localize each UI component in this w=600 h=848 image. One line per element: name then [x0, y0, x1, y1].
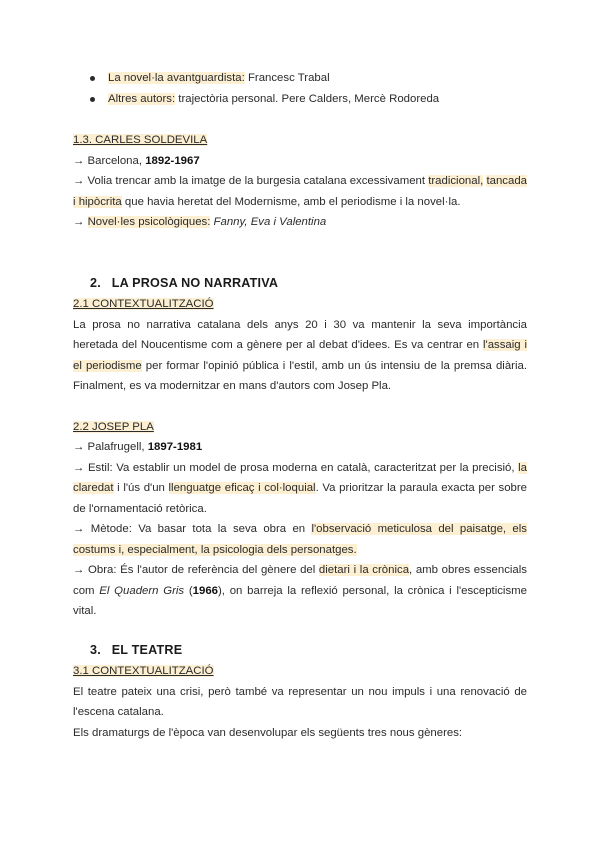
highlight: l'observació meticulosa del paisatge, els costums i, especialment, la psicologia dels personatges.	[73, 523, 527, 556]
paragraph	[73, 315, 527, 397]
paragraph-text: → Estil: Va establir un model de prosa moderna en català, caracteritzat per la precisió,	[73, 461, 519, 474]
works-list: Fanny, Eva i Valentina	[210, 216, 327, 228]
subsection-heading	[73, 130, 527, 151]
paragraph	[73, 212, 527, 233]
paragraph	[73, 519, 527, 560]
highlight: l'assaig i el periodisme	[73, 339, 528, 372]
section-teatre-content	[73, 661, 527, 743]
birth-line	[73, 437, 527, 458]
author-bullet-list	[88, 68, 528, 110]
section-heading-teatre	[90, 640, 527, 660]
paragraph-text: → Obra: És l'autor de referència del gènere del	[73, 564, 319, 576]
birth-years: 1897-1981	[147, 441, 203, 453]
list-item	[88, 89, 528, 110]
book-year: 1966	[192, 584, 219, 597]
birth-place: → Palafrugell,	[73, 441, 148, 453]
subsection-heading	[73, 417, 527, 438]
paragraph-text: La prosa no narrativa catalana dels anys 20 i 30 va mantenir la seva importància heretada del Noucentisme com a gènere per al debat d'idees. Es va centrar en	[73, 318, 527, 351]
section-title: EL TEATRE	[111, 643, 183, 657]
highlight: tancada i hipòcrita	[73, 175, 528, 208]
paragraph	[73, 171, 527, 212]
paragraph: Els dramaturgs de l'època van desenvolupar els següents tres nous gèneres:	[73, 726, 463, 739]
paragraph-text: → Mètode: Va basar tota la seva obra en	[73, 523, 312, 535]
subsection-heading-text: 2.2 JOSEP PLA	[73, 420, 154, 433]
paragraph-text: → Volia trencar amb la imatge de la burgesia catalana excessivament	[73, 175, 429, 187]
section-carles-soldevila	[73, 130, 527, 233]
paragraph-text: i l'ús d'un	[113, 482, 169, 494]
section-heading-prosa	[90, 273, 527, 293]
bullet-icon	[90, 97, 95, 102]
highlight: tradicional,	[428, 175, 484, 187]
arrow-text: →	[73, 216, 88, 228]
highlight: dietari i la crònica	[318, 564, 410, 576]
highlight: llenguatge eficaç i col·loquial	[168, 482, 316, 494]
paragraph-text: . Va prioritzar la paraula exacta per sobre de l'ornamentació retòrica.	[73, 482, 527, 515]
bullet-icon	[90, 76, 95, 81]
birth-line	[73, 151, 527, 172]
birth-place: → Barcelona,	[73, 154, 146, 167]
section-title: LA PROSA NO NARRATIVA	[111, 276, 279, 290]
section-number: 3.	[90, 643, 101, 657]
paragraph-text: ), on barreja la reflexió personal, la crònica i l'escepticisme vital.	[73, 584, 527, 617]
book-title: El Quadern Gris	[99, 584, 185, 597]
paragraph-text: , amb obres essencials com	[73, 564, 527, 597]
highlight: la claredat	[73, 461, 527, 494]
highlight: Novel·les psicològiques:	[87, 216, 211, 228]
subsection-heading-text: 1.3. CARLES SOLDEVILA	[73, 134, 208, 146]
paragraph	[73, 560, 527, 622]
subsection-heading-text: 2.1 CONTEXTUALITZACIÓ	[73, 298, 214, 310]
section-number: 2.	[90, 276, 101, 290]
paragraph	[73, 458, 527, 520]
subsection-heading	[73, 294, 527, 315]
bullet-text: trajectòria personal. Pere Calders, Mercè Rodoreda	[175, 93, 440, 105]
list-item	[88, 68, 528, 89]
subsection-heading-text: 3.1 CONTEXTUALITZACIÓ	[73, 665, 214, 677]
paragraph-text: per formar l'opinió pública i l'estil, amb un ús intensiu de la premsa diària. Finalment, es va modernitzar en mans d'autors com Josep Pla.	[73, 359, 527, 392]
section-prosa-content	[73, 294, 527, 622]
bullet-term: Altres autors:	[108, 93, 176, 105]
section-heading	[90, 273, 527, 293]
bullet-text: Francesc Trabal	[244, 72, 330, 84]
section-heading	[90, 640, 527, 660]
subsection-heading	[73, 661, 527, 682]
paragraph: El teatre pateix una crisi, però també va representar un nou impuls i una renovació de l'escena catalana.	[73, 685, 527, 718]
paragraph-text: (	[184, 584, 193, 597]
birth-years: 1892-1967	[145, 154, 200, 167]
bullet-term: La novel·la avantguardista:	[108, 72, 245, 84]
paragraph-text: que havia heretat del Modernisme, amb el periodisme i la novel·la.	[121, 195, 461, 208]
